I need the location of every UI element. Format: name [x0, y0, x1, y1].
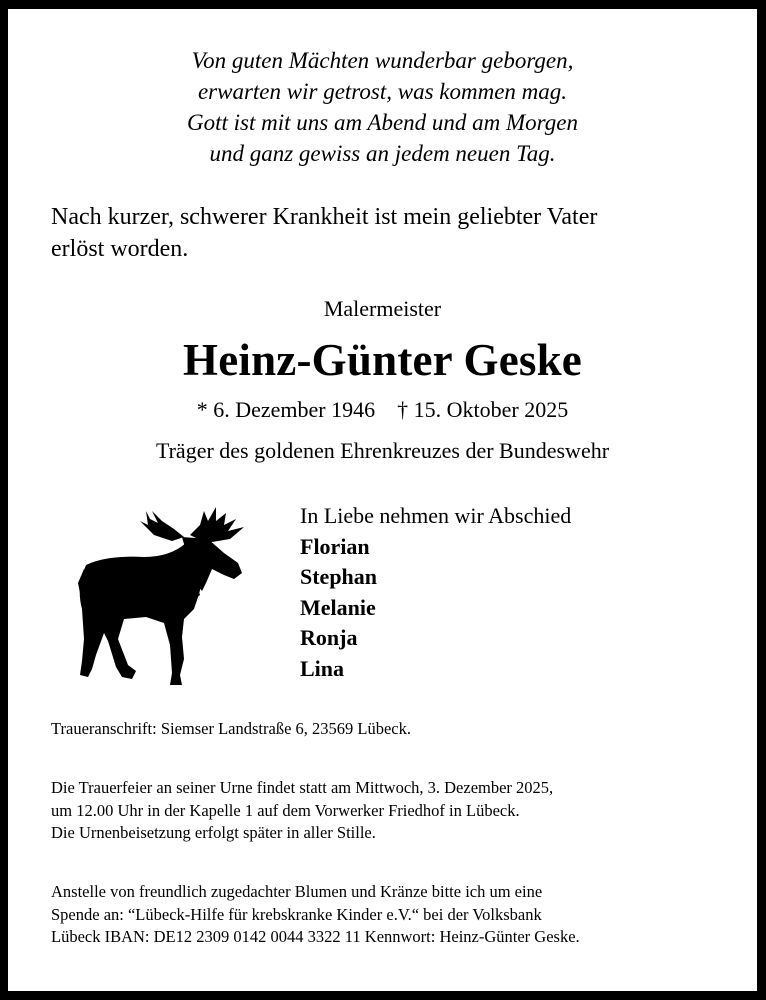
family-member: Lina: [300, 655, 345, 681]
poem-line: und ganz gewiss an jedem neuen Tag.: [209, 141, 556, 166]
service-line: Die Urnenbeisetzung erfolgt später in aller Stille.: [51, 823, 376, 842]
moose-icon: [66, 499, 246, 689]
intro-line: Nach kurzer, schwerer Krankheit ist mein geliebter Vater: [51, 204, 598, 230]
poem: [8, 45, 757, 169]
mourning-address: [51, 718, 751, 741]
service-line: um 12.00 Uhr in der Kapelle 1 auf dem Vorwerker Friedhof in Lübeck.: [51, 800, 520, 820]
donation-info: [51, 881, 751, 949]
service-line: Die Trauerfeier an seiner Urne findet statt am Mittwoch, 3. Dezember 2025,: [51, 778, 554, 797]
profession-title: Malermeister: [323, 296, 442, 321]
family-member: Stephan: [300, 564, 378, 589]
address-line: Traueranschrift: Siemser Landstraße 6, 23569 Lübeck.: [51, 719, 412, 738]
intro-text: [51, 201, 731, 265]
honor-text: Träger des goldenen Ehrenkreuzes der Bundeswehr: [155, 438, 610, 463]
intro-line: erlöst worden.: [51, 236, 189, 262]
farewell-line: In Liebe nehmen wir Abschied: [300, 503, 572, 528]
donation-line: Spende an: “Lübeck-Hilfe für krebskranke Kinder e.V.“ bei der Volksbank: [51, 904, 542, 924]
service-info: [51, 777, 751, 845]
family-member: Ronja: [300, 625, 358, 650]
donation-line: Anstelle von freundlich zugedachter Blumen und Kränze bitte ich um eine: [51, 882, 543, 901]
life-dates: * 6. Dezember 1946 † 15. Oktober 2025: [196, 397, 569, 422]
deceased-name: Heinz-Günter Geske: [183, 335, 582, 385]
poem-line: Gott ist mit uns am Abend und am Morgen: [187, 110, 578, 135]
obituary-notice: [8, 9, 757, 991]
poem-line: Von guten Mächten wunderbar geborgen,: [191, 48, 574, 73]
family-member: Florian: [300, 533, 370, 559]
family-member: Melanie: [300, 594, 376, 620]
poem-line: erwarten wir getrost, was kommen mag.: [197, 79, 568, 104]
donation-line: Lübeck IBAN: DE12 2309 0142 0044 3322 11 Kennwort: Heinz-Günter Geske.: [51, 927, 580, 946]
family-list: [300, 501, 571, 684]
